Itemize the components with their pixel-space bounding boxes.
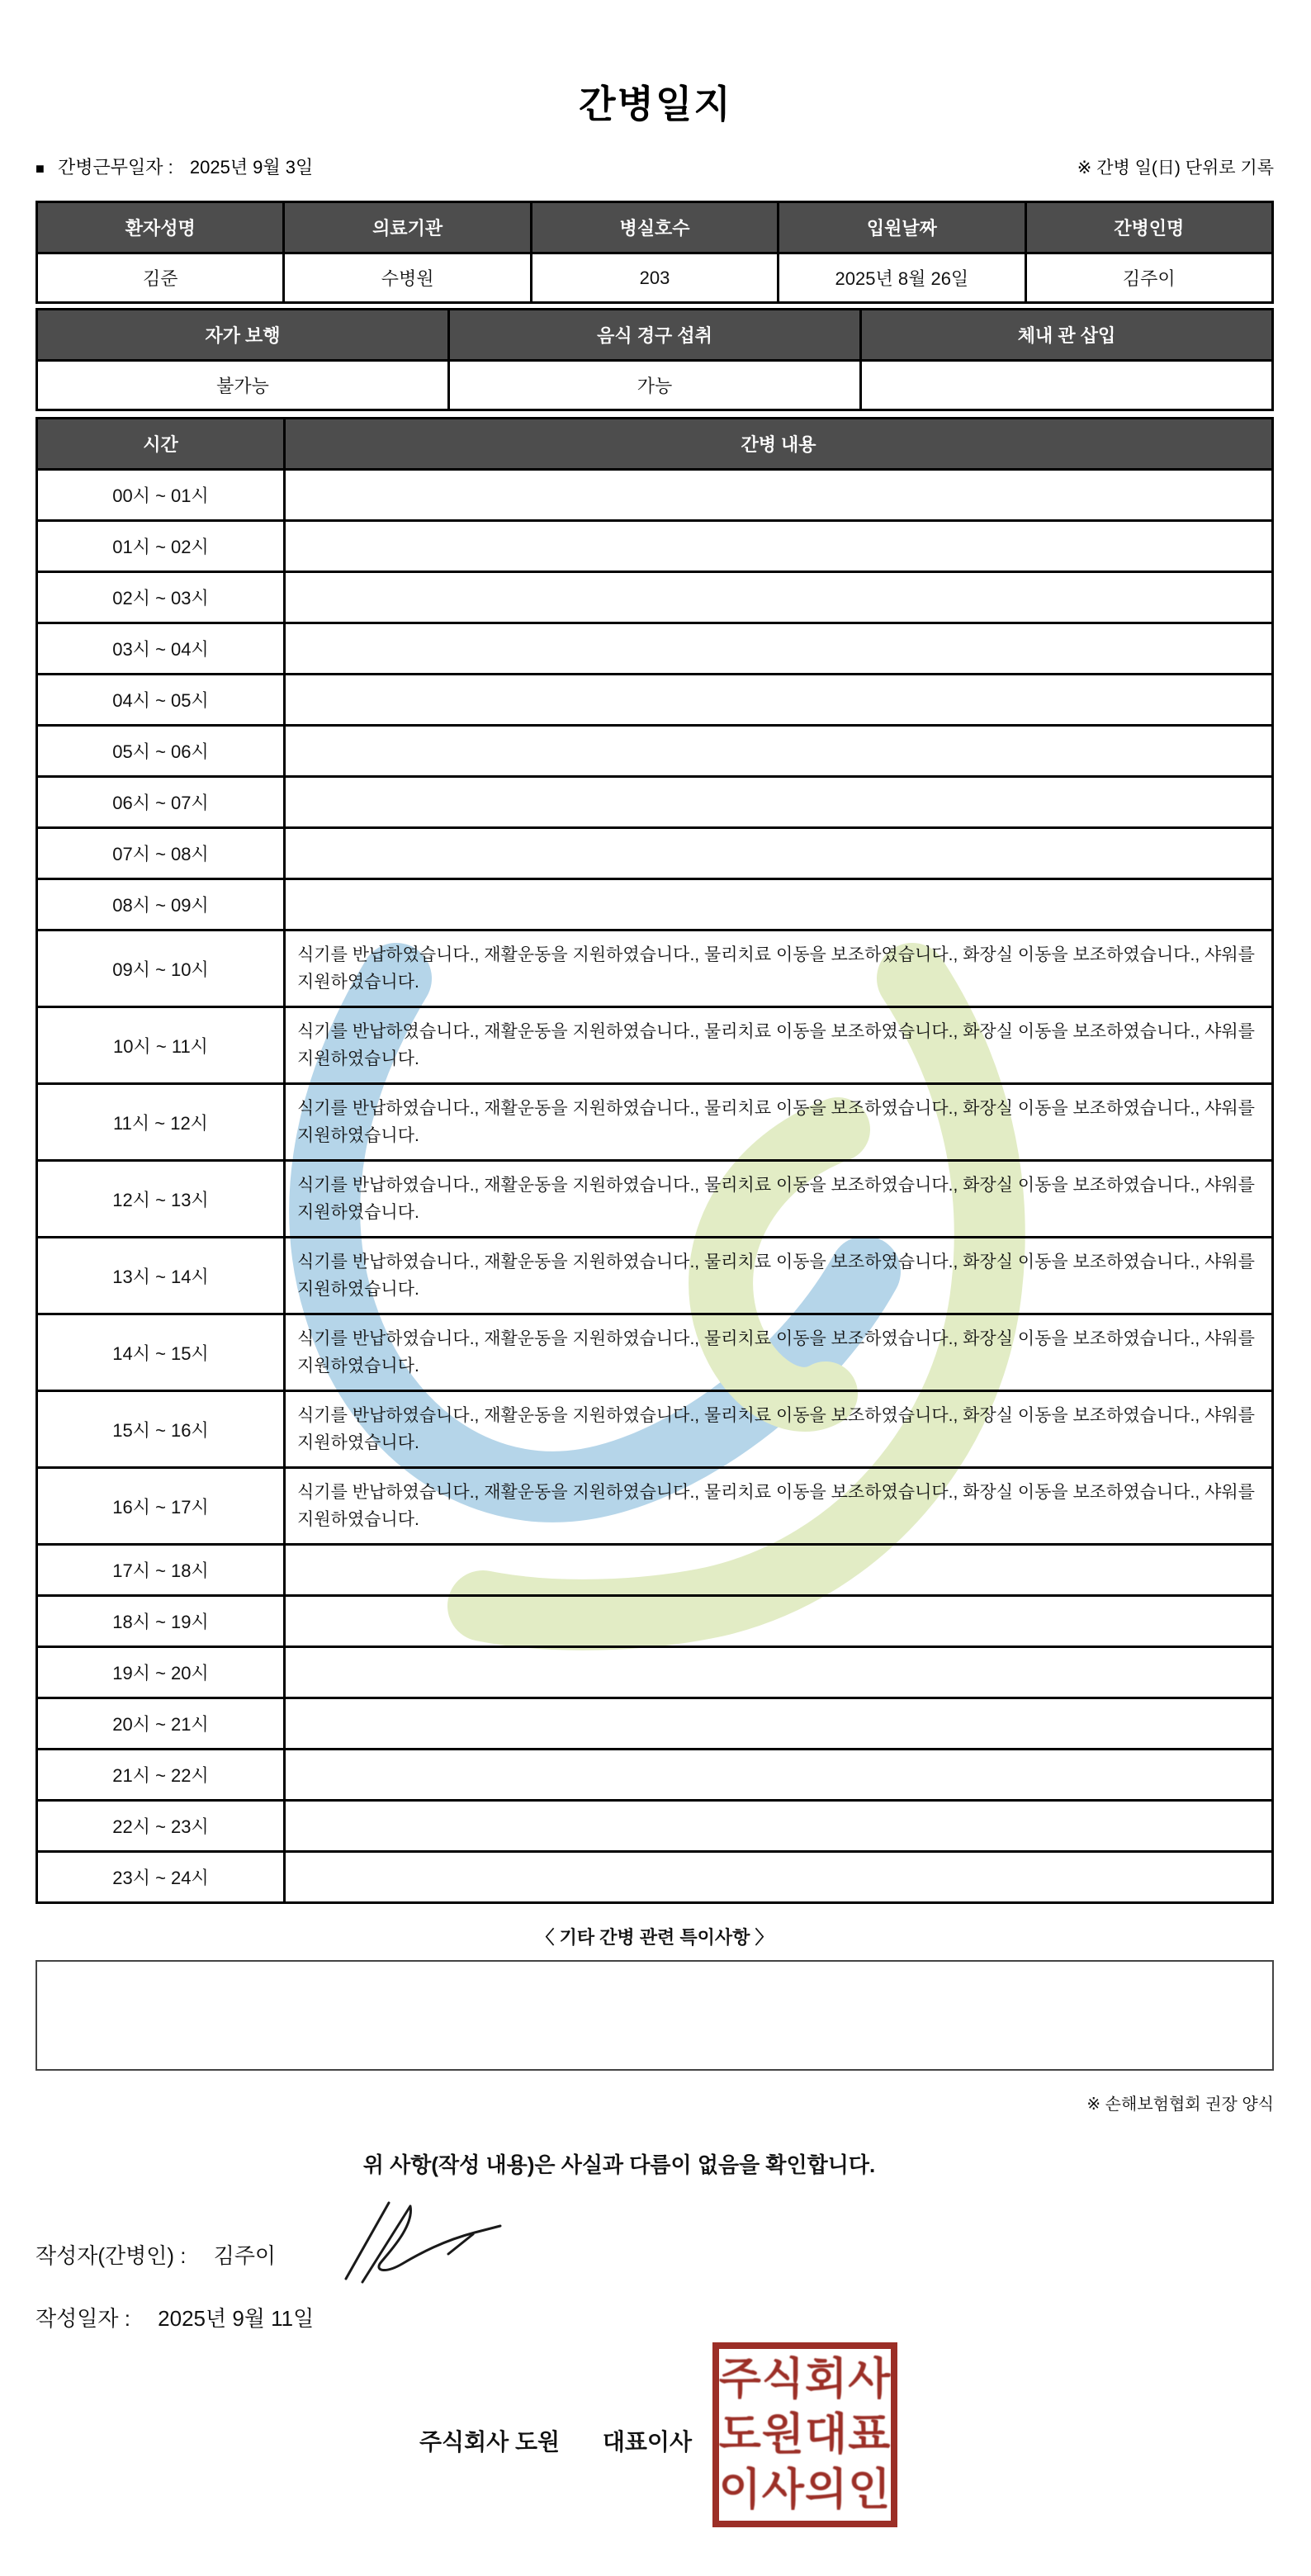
time-slot-cell: 06시 ~ 07시 [37,777,285,828]
page-title: 간병일지 [579,83,732,125]
time-slot-cell: 16시 ~ 17시 [37,1468,285,1545]
seal-text-row: 도원대표 [718,2410,892,2459]
care-log-row [37,675,1273,726]
meta-row [35,154,1274,179]
header-patient-name: 환자성명 [37,202,284,253]
square-bullet-icon: ■ [35,160,45,177]
header-self-walking: 자가 보행 [37,310,449,361]
time-slot-cell: 04시 ~ 05시 [37,675,285,726]
oral-intake-value: 가능 [449,361,861,410]
internal-tube-value [861,361,1273,410]
care-content-cell [285,1852,1273,1903]
seal-text-row: 이사의인 [718,2465,892,2514]
care-log-row [37,1007,1273,1084]
care-content-cell [285,623,1273,675]
care-content-cell: 식기를 반납하였습니다., 재활운동을 지원하였습니다., 물리치료 이동을 보조하였습니다., 화장실 이동을 보조하였습니다., 샤워를 지원하였습니다. [285,1391,1273,1468]
care-log-row [37,1161,1273,1238]
work-date-label: 간병근무일자 : [58,157,173,178]
time-slot-cell: 00시 ~ 01시 [37,470,285,521]
work-date-line [35,154,313,179]
care-log-table [35,417,1274,1904]
header-oral-intake: 음식 경구 섭취 [449,310,861,361]
time-slot-cell: 11시 ~ 12시 [37,1084,285,1161]
info-header-row [37,202,1273,253]
care-content-cell: 식기를 반납하였습니다., 재활운동을 지원하였습니다., 물리치료 이동을 보조하였습니다., 화장실 이동을 보조하였습니다., 샤워를 지원하였습니다. [285,1314,1273,1391]
time-slot-cell: 08시 ~ 09시 [37,879,285,930]
confirmation-statement: 위 사항(작성 내용)은 사실과 다름이 없음을 확인합니다. [362,2152,876,2177]
time-slot-cell: 05시 ~ 06시 [37,726,285,777]
writer-name: 김주이 [213,2243,277,2268]
patient-info-table [35,201,1274,304]
care-content-cell: 식기를 반납하였습니다., 재활운동을 지원하였습니다., 물리치료 이동을 보조하였습니다., 화장실 이동을 보조하였습니다., 샤워를 지원하였습니다. [285,1238,1273,1314]
misc-notes-box [35,1960,1274,2071]
header-time: 시간 [37,419,285,470]
care-log-row [37,930,1273,1007]
written-date-line [35,2302,314,2332]
care-content-cell: 식기를 반납하였습니다., 재활운동을 지원하였습니다., 물리치료 이동을 보조하였습니다., 화장실 이동을 보조하였습니다., 샤워를 지원하였습니다. [285,930,1273,1007]
care-log-row [37,1801,1273,1852]
care-log-row [37,1238,1273,1314]
care-content-cell [285,1647,1273,1698]
writer-label: 작성자(간병인) : [35,2243,187,2268]
care-content-cell [285,675,1273,726]
company-line [35,2424,1076,2457]
header-room-number: 병실호수 [531,202,778,253]
time-slot-cell: 01시 ~ 02시 [37,521,285,572]
unit-note: ※ 간병 일(日) 단위로 기록 [1077,159,1274,178]
care-log-row [37,1647,1273,1698]
care-log-row [37,1698,1273,1750]
work-date-value: 2025년 9월 3일 [189,157,314,178]
admission-date-value: 2025년 8월 26일 [779,253,1025,303]
patient-name-value: 김준 [37,253,284,303]
care-content-cell [285,777,1273,828]
time-slot-cell: 12시 ~ 13시 [37,1161,285,1238]
room-number-value: 203 [531,253,778,303]
care-log-row [37,1314,1273,1391]
care-content-cell [285,879,1273,930]
care-log-row [37,1391,1273,1468]
care-content-cell [285,1801,1273,1852]
time-slot-cell: 19시 ~ 20시 [37,1647,285,1698]
time-slot-cell: 23시 ~ 24시 [37,1852,285,1903]
writer-line [35,2239,276,2270]
time-slot-cell: 09시 ~ 10시 [37,930,285,1007]
care-content-cell [285,726,1273,777]
care-log-row [37,470,1273,521]
company-name: 주식회사 도원 [419,2429,561,2455]
patient-status-table [35,308,1274,411]
time-slot-cell: 03시 ~ 04시 [37,623,285,675]
care-log-row [37,1596,1273,1647]
care-content-cell: 식기를 반납하였습니다., 재활운동을 지원하였습니다., 물리치료 이동을 보조하였습니다., 화장실 이동을 보조하였습니다., 샤워를 지원하였습니다. [285,1468,1273,1545]
handwritten-signature [334,2193,508,2289]
medical-institution-value: 수병원 [284,253,531,303]
care-content-cell [285,521,1273,572]
care-log-row [37,1468,1273,1545]
care-content-cell [285,470,1273,521]
time-slot-cell: 14시 ~ 15시 [37,1314,285,1391]
time-slot-cell: 15시 ~ 16시 [37,1391,285,1468]
caregiver-name-value: 김주이 [1025,253,1272,303]
care-content-cell [285,828,1273,879]
header-care-content: 간병 내용 [285,419,1273,470]
care-log-row [37,726,1273,777]
time-slot-cell: 07시 ~ 08시 [37,828,285,879]
header-internal-tube: 체내 관 삽입 [861,310,1273,361]
time-slot-cell: 02시 ~ 03시 [37,572,285,623]
time-slot-cell: 18시 ~ 19시 [37,1596,285,1647]
care-content-cell [285,1698,1273,1750]
header-admission-date: 입원날짜 [779,202,1025,253]
care-log-row [37,623,1273,675]
header-medical-institution: 의료기관 [284,202,531,253]
seal-text-row: 주식회사 [718,2355,892,2403]
care-log-row [37,1545,1273,1596]
time-slot-cell: 13시 ~ 14시 [37,1238,285,1314]
care-content-cell [285,1596,1273,1647]
care-content-cell: 식기를 반납하였습니다., 재활운동을 지원하였습니다., 물리치료 이동을 보조하였습니다., 화장실 이동을 보조하였습니다., 샤워를 지원하였습니다. [285,1161,1273,1238]
written-date-value: 2025년 9월 11일 [158,2306,315,2331]
care-content-cell [285,1545,1273,1596]
self-walking-value: 불가능 [37,361,449,410]
care-log-header-row [37,419,1273,470]
ceo-title: 대표이사 [602,2429,693,2455]
care-log-row [37,572,1273,623]
care-content-cell [285,572,1273,623]
status-header-row [37,310,1273,361]
time-slot-cell: 22시 ~ 23시 [37,1801,285,1852]
recommended-form-note: ※ 손해보험협회 권장 양식 [1086,2095,1274,2114]
corporate-seal-stamp [712,2342,897,2527]
care-log-row [37,1852,1273,1903]
time-slot-cell: 21시 ~ 22시 [37,1750,285,1801]
care-log-row [37,777,1273,828]
misc-notes-title: 〈 기타 간병 관련 특이사항 〉 [536,1927,774,1948]
care-log-row [37,521,1273,572]
status-value-row [37,361,1273,410]
care-log-row [37,1084,1273,1161]
care-log-row [37,1750,1273,1801]
care-log-row [37,828,1273,879]
time-slot-cell: 17시 ~ 18시 [37,1545,285,1596]
time-slot-cell: 20시 ~ 21시 [37,1698,285,1750]
care-content-cell [285,1750,1273,1801]
info-value-row [37,253,1273,303]
header-caregiver-name: 간병인명 [1025,202,1272,253]
time-slot-cell: 10시 ~ 11시 [37,1007,285,1084]
care-content-cell: 식기를 반납하였습니다., 재활운동을 지원하였습니다., 물리치료 이동을 보조하였습니다., 화장실 이동을 보조하였습니다., 샤워를 지원하였습니다. [285,1007,1273,1084]
care-content-cell: 식기를 반납하였습니다., 재활운동을 지원하였습니다., 물리치료 이동을 보조하였습니다., 화장실 이동을 보조하였습니다., 샤워를 지원하였습니다. [285,1084,1273,1161]
care-log-row [37,879,1273,930]
written-date-label: 작성일자 : [35,2306,130,2331]
